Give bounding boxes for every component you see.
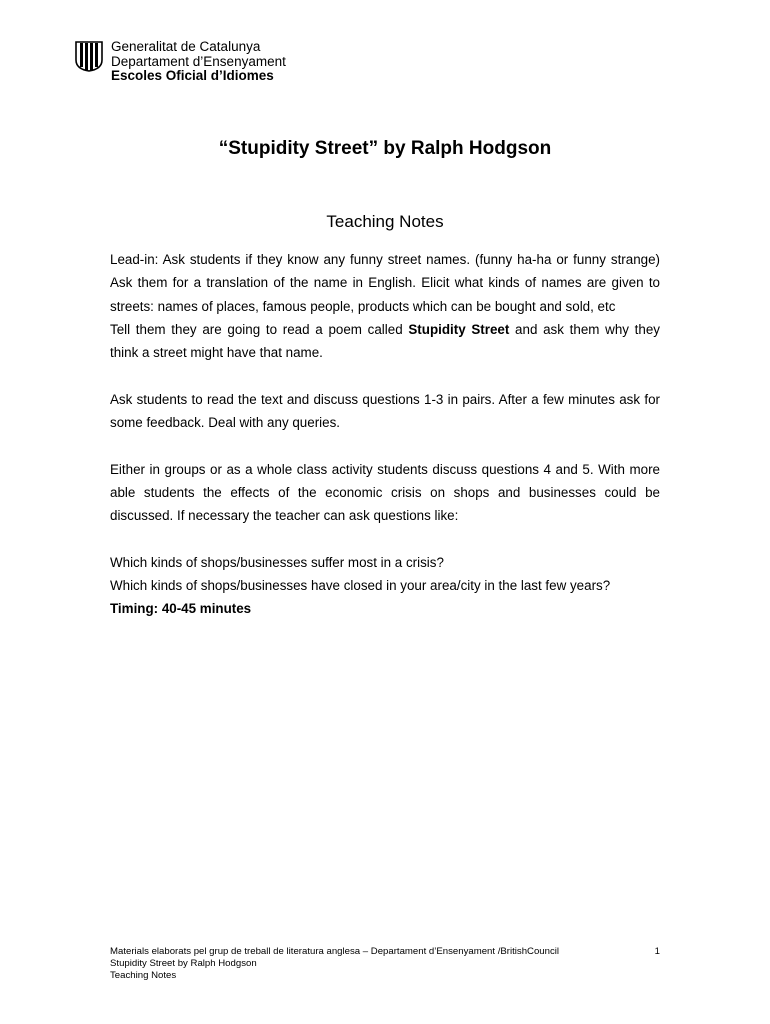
organization-block <box>111 40 286 84</box>
paragraph-spacer <box>110 528 660 551</box>
document-subtitle: Teaching Notes <box>326 212 444 231</box>
page-footer <box>110 946 660 982</box>
footer-subtitle: Teaching Notes <box>110 970 177 981</box>
timing-label: Timing: 40-45 minutes <box>110 601 252 617</box>
poem-intro-text-end: and ask them why they think a street might have that name. <box>110 321 660 361</box>
org-name: Generalitat de Catalunya <box>111 39 261 54</box>
document-header <box>74 40 286 84</box>
paragraph-spacer <box>110 434 660 457</box>
paragraph-spacer <box>110 364 660 387</box>
poem-intro-text: Tell them they are going to read a poem called <box>110 321 409 337</box>
pair-work-paragraph: Ask students to read the text and discuss questions 1-3 in pairs. After a few minutes ask for some feedback. Deal with any queries. <box>110 391 660 431</box>
document-title: “Stupidity Street” by Ralph Hodgson <box>218 138 552 159</box>
footer-credits: Materials elaborats pel grup de treball de literatura anglesa – Departament d’Ensenyament /BritishCouncil <box>110 946 560 957</box>
footer-title: Stupidity Street by Ralph Hodgson <box>110 958 257 969</box>
question-1: Which kinds of shops/businesses suffer most in a crisis? <box>110 554 444 570</box>
document-body <box>110 248 660 621</box>
poem-intro-paragraph <box>110 318 660 365</box>
page-number: 1 <box>654 946 660 957</box>
group-activity-paragraph: Either in groups or as a whole class activity students discuss questions 4 and 5. With more able students the effects of the economic crisis on shops and businesses could be discussed. If necessary the teacher can ask questions like: <box>110 461 660 524</box>
generalitat-logo-icon <box>74 40 104 72</box>
department-name: Departament d’Ensenyament <box>111 53 286 69</box>
poem-title-bold: Stupidity Street <box>408 321 510 337</box>
school-name: Escoles Oficial d’Idiomes <box>111 68 274 83</box>
question-2: Which kinds of shops/businesses have closed in your area/city in the last few years? <box>110 578 611 594</box>
lead-in-paragraph: Lead-in: Ask students if they know any funny street names. (funny ha-ha or funny strange) Ask them for a translation of the name in English. Elicit what kinds of names are given to streets: names of places, famous people, products which can be bought and sold, etc <box>110 252 660 314</box>
